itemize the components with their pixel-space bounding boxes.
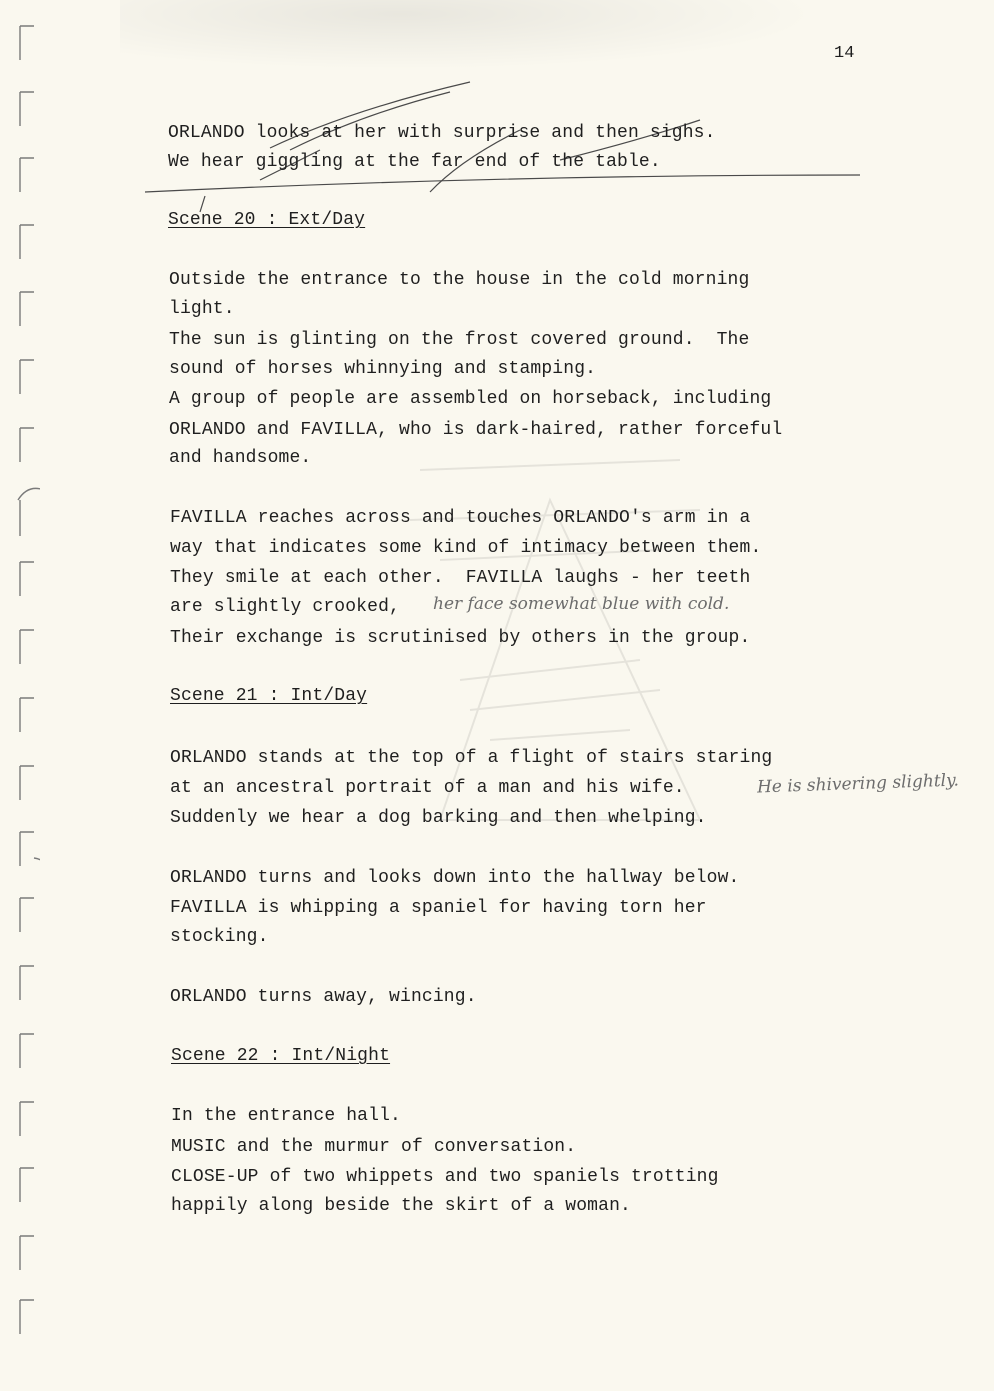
scene-21-line: ORLANDO turns and looks down into the hallway below. — [170, 868, 740, 888]
scene-20-line: Their exchange is scrutinised by others in the group. — [170, 628, 751, 648]
scene-20-line: way that indicates some kind of intimacy between them. — [170, 538, 762, 558]
scene-21-line: ORLANDO turns away, wincing. — [170, 987, 477, 1007]
page-number: 14 — [834, 44, 855, 63]
binding-holes — [0, 0, 40, 1391]
scene-20-line: Outside the entrance to the house in the cold morning — [169, 270, 750, 290]
scene-21-line: Suddenly we hear a dog barking and then whelping. — [170, 808, 707, 828]
scene-22-line: CLOSE-UP of two whippets and two spaniels trotting — [171, 1167, 719, 1187]
scene-22-line: In the entrance hall. — [171, 1106, 401, 1126]
scene-22-line: happily along beside the skirt of a woman. — [171, 1196, 631, 1216]
scene-21-line: stocking. — [170, 927, 269, 947]
scene-20-line: are slightly crooked, — [170, 597, 400, 617]
intro-line-2: We hear giggling at the far end of the table. — [168, 152, 661, 172]
paper-shading — [120, 0, 820, 70]
scene-21-heading: Scene 21 : Int/Day — [170, 686, 368, 706]
scene-20-line: The sun is glinting on the frost covered ground. The — [169, 330, 750, 350]
scene-20-line: and handsome. — [169, 448, 312, 468]
scene-21-line: ORLANDO stands at the top of a flight of stairs staring — [170, 748, 773, 768]
handwritten-note-blue-with-cold: her face somewhat blue with cold. — [433, 594, 730, 614]
scene-20-heading: Scene 20 : Ext/Day — [168, 210, 366, 230]
scene-22-heading: Scene 22 : Int/Night — [171, 1046, 391, 1066]
scene-21-line: at an ancestral portrait of a man and his wife. — [170, 778, 685, 798]
scene-21-line: FAVILLA is whipping a spaniel for having torn her — [170, 898, 707, 918]
intro-line-1: ORLANDO looks at her with surprise and then sighs. — [168, 123, 716, 143]
handwritten-note-shivering: He is shivering slightly. — [756, 770, 960, 798]
scene-20-line: light. — [169, 299, 235, 319]
scene-22-line: MUSIC and the murmur of conversation. — [171, 1137, 577, 1157]
scene-20-line: A group of people are assembled on horseback, including — [169, 389, 772, 409]
scene-20-line: FAVILLA reaches across and touches ORLANDO's arm in a — [170, 508, 751, 528]
scene-20-line: They smile at each other. FAVILLA laughs - her teeth — [170, 568, 751, 588]
scene-20-line: sound of horses whinnying and stamping. — [169, 359, 597, 379]
scene-20-line: ORLANDO and FAVILLA, who is dark-haired, rather forceful — [169, 420, 783, 440]
